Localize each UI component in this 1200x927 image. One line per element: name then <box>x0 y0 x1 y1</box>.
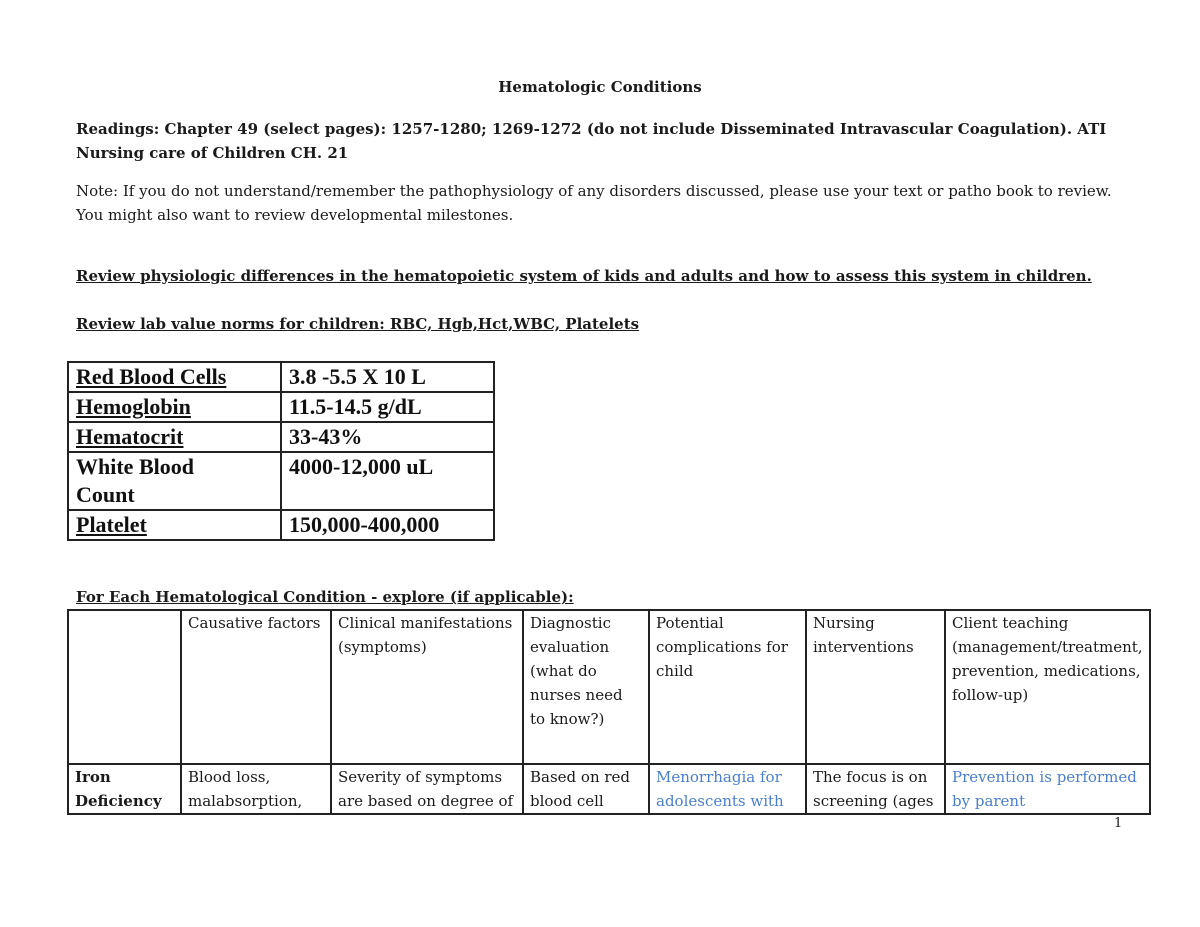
teaching-cell: Prevention is performed by parent <box>945 764 1150 814</box>
header-interventions: Nursing interventions <box>806 610 945 764</box>
lab-row <box>68 422 494 452</box>
lab-name <box>68 452 281 510</box>
review-lab-heading: Review lab value norms for children: RBC, Hgb,Hct,WBC, Platelets <box>76 315 640 333</box>
lab-row <box>68 362 494 392</box>
lab-row <box>68 452 494 510</box>
lab-value: 150,000-400,000 <box>281 510 494 540</box>
diagnostic-cell: Based on red blood cell <box>523 764 649 814</box>
readings-text: Readings: Chapter 49 (select pages): 1257-1280; 1269-1272 (do not include Disseminated Intravascular Coagulation). ATI Nursing care of Children CH. 21 <box>76 120 1107 162</box>
header-complications: Potential complications for child <box>649 610 806 764</box>
causative-cell: Blood loss, malabsorption, <box>181 764 331 814</box>
header-teaching: Client teaching (management/treatment, prevention, medications, follow-up) <box>945 610 1150 764</box>
clinical-cell: Severity of symptoms are based on degree of <box>331 764 523 814</box>
header-cell-empty <box>68 610 181 764</box>
condition-name: Iron Deficiency <box>68 764 181 814</box>
table-row <box>68 764 1150 814</box>
page-number: 1 <box>1114 816 1123 831</box>
lab-row <box>68 392 494 422</box>
lab-value: 33-43% <box>281 422 494 452</box>
conditions-table <box>67 609 1151 815</box>
header-clinical: Clinical manifestations (symptoms) <box>331 610 523 764</box>
lab-values-table <box>67 361 495 541</box>
lab-name: Hemoglobin <box>68 392 281 422</box>
lab-name: Red Blood Cells <box>68 362 281 392</box>
lab-name-text: White Blood Count <box>76 454 194 507</box>
lab-name: Platelet <box>68 510 281 540</box>
header-diagnostic: Diagnostic evaluation (what do nurses need to know?) <box>523 610 649 764</box>
explore-heading: For Each Hematological Condition - explore (if applicable): <box>76 588 574 606</box>
interventions-cell: The focus is on screening (ages <box>806 764 945 814</box>
complications-cell: Menorrhagia for adolescents with <box>649 764 806 814</box>
header-causative: Causative factors <box>181 610 331 764</box>
document-title: Hematologic Conditions <box>498 78 702 96</box>
lab-value: 11.5-14.5 g/dL <box>281 392 494 422</box>
lab-value: 4000-12,000 uL <box>281 452 494 510</box>
lab-value: 3.8 -5.5 X 10 L <box>281 362 494 392</box>
lab-name: Hematocrit <box>68 422 281 452</box>
lab-row <box>68 510 494 540</box>
table-header-row <box>68 610 1150 764</box>
note-text: Note: If you do not understand/remember the pathophysiology of any disorders discussed, please use your text or patho book to review. You might also want to review developmental milestones. <box>76 182 1112 224</box>
review-physiologic-heading: Review physiologic differences in the hematopoietic system of kids and adults and how to assess this system in children. <box>76 267 1092 285</box>
